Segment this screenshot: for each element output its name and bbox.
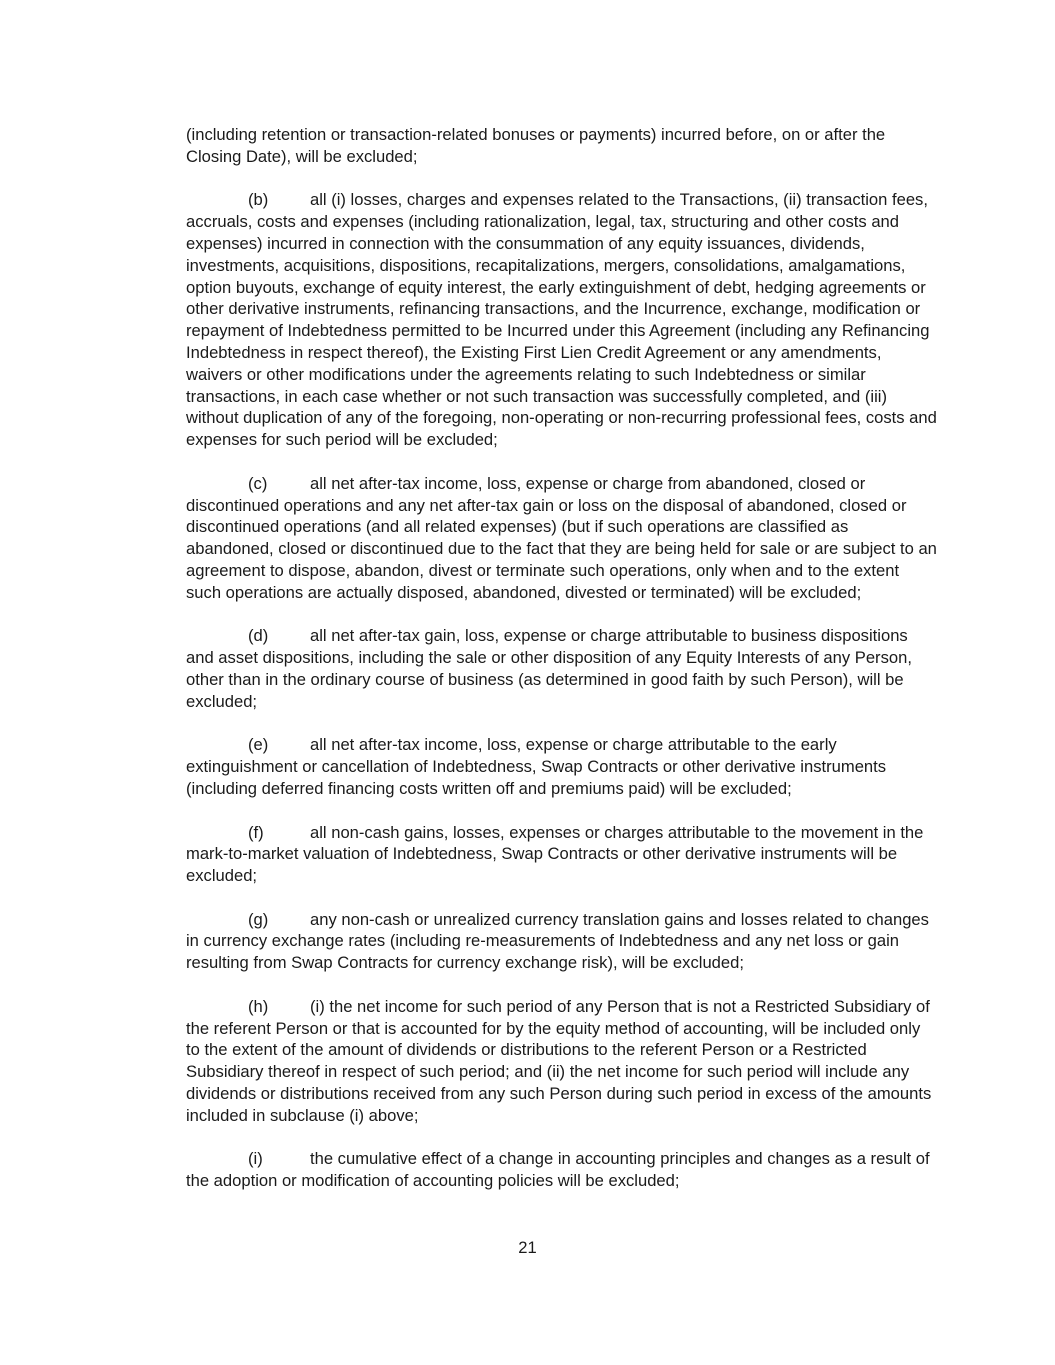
- clause-label: (h): [248, 996, 269, 1016]
- clause-text: all net after-tax gain, loss, expense or charge attributable to business dispositions and asset dispositions, including the sale or other disposition of any Equity Interests of any Person, other than in the ordinary course of business (as determined in good faith by such Person), will be excluded;: [186, 626, 912, 711]
- document-body: [186, 124, 938, 1214]
- clause-text: the cumulative effect of a change in accounting principles and changes as a result of the adoption or modification of accounting policies will be excluded;: [186, 1149, 930, 1191]
- clause-text: any non-cash or unrealized currency translation gains and losses related to changes in currency exchange rates (including re-measurements of Indebtedness and any net loss or gain resulting from Swap Contracts for currency exchange risk), will be excluded;: [186, 909, 929, 973]
- clause-label: (f): [248, 822, 264, 842]
- clause-e: [186, 734, 938, 799]
- clause-label: (g): [248, 909, 269, 929]
- clause-d: [186, 625, 938, 712]
- clause-c: [186, 473, 938, 604]
- clause-b: [186, 189, 938, 451]
- clause-text: all net after-tax income, loss, expense or charge attributable to the early extinguishment or cancellation of Indebtedness, Swap Contracts or other derivative instruments (including deferred financing costs written off and premiums paid) will be excluded;: [186, 735, 887, 798]
- clause-label: (b): [248, 190, 269, 210]
- clause-f: [186, 822, 938, 887]
- clause-text: (i) the net income for such period of any Person that is not a Restricted Subsidiary of the referent Person or that is accounted for by the equity method of accounting, will be included only to the extent of the amount of dividends or distributions to the referent Person or a Restricted Subsidiary thereof in respect of such period; and (ii) the net income for such period will include any dividends or distributions received from any such Person during such period in excess of the amounts included in subclause (i) above;: [186, 996, 932, 1125]
- clause-text: all net after-tax income, loss, expense or charge from abandoned, closed or discontinued operations and any net after-tax gain or loss on the disposal of abandoned, closed or discontinued operations (and all related expenses) (but if such operations are classified as abandoned, closed or discontinued due to the fact that they are being held for sale or are subject to an agreement to dispose, abandon, divest or terminate such operations, only when and to the extent such operations are actually disposed, abandoned, divested or terminated) will be excluded;: [186, 473, 937, 602]
- clause-label: (i): [248, 1149, 263, 1169]
- clause-i: [186, 1148, 938, 1192]
- clause-h: [186, 996, 938, 1127]
- clause-label: (e): [248, 735, 269, 755]
- clause-label: (d): [248, 626, 269, 646]
- page-number: 21: [518, 1238, 537, 1257]
- clause-g: [186, 909, 938, 974]
- clause-text: all (i) losses, charges and expenses related to the Transactions, (ii) transaction fees, accruals, costs and expenses (including rationalization, legal, tax, structuring and other costs and expenses) incurred in connection with the consummation of any equity issuances, dividends, investments, acquisitions, dispositions, recapitalizations, mergers, consolidations, amalgamations, option buyouts, exchange of equity interest, the early extinguishment of debt, hedging agreements or other derivative instruments, refinancing transactions, and the Incurrence, exchange, modification or repayment of Indebtedness permitted to be Incurred under this Agreement (including any Refinancing Indebtedness in respect thereof), the Existing First Lien Credit Agreement or any amendments, waivers or other modifications under the agreements relating to such Indebtedness or similar transactions, in each case whether or not such transaction was successfully completed, and (iii) without duplication of any of the foregoing, non-operating or non-recurring professional fees, costs and expenses for such period will be excluded;: [186, 190, 937, 450]
- clause-text: all non-cash gains, losses, expenses or charges attributable to the movement in the mark-to-market valuation of Indebtedness, Swap Contracts or other derivative instruments will be excluded;: [186, 822, 924, 886]
- continuation-paragraph: (including retention or transaction-related bonuses or payments) incurred before, on or after the Closing Date), will be excluded;: [186, 125, 886, 166]
- clause-label: (c): [248, 473, 268, 493]
